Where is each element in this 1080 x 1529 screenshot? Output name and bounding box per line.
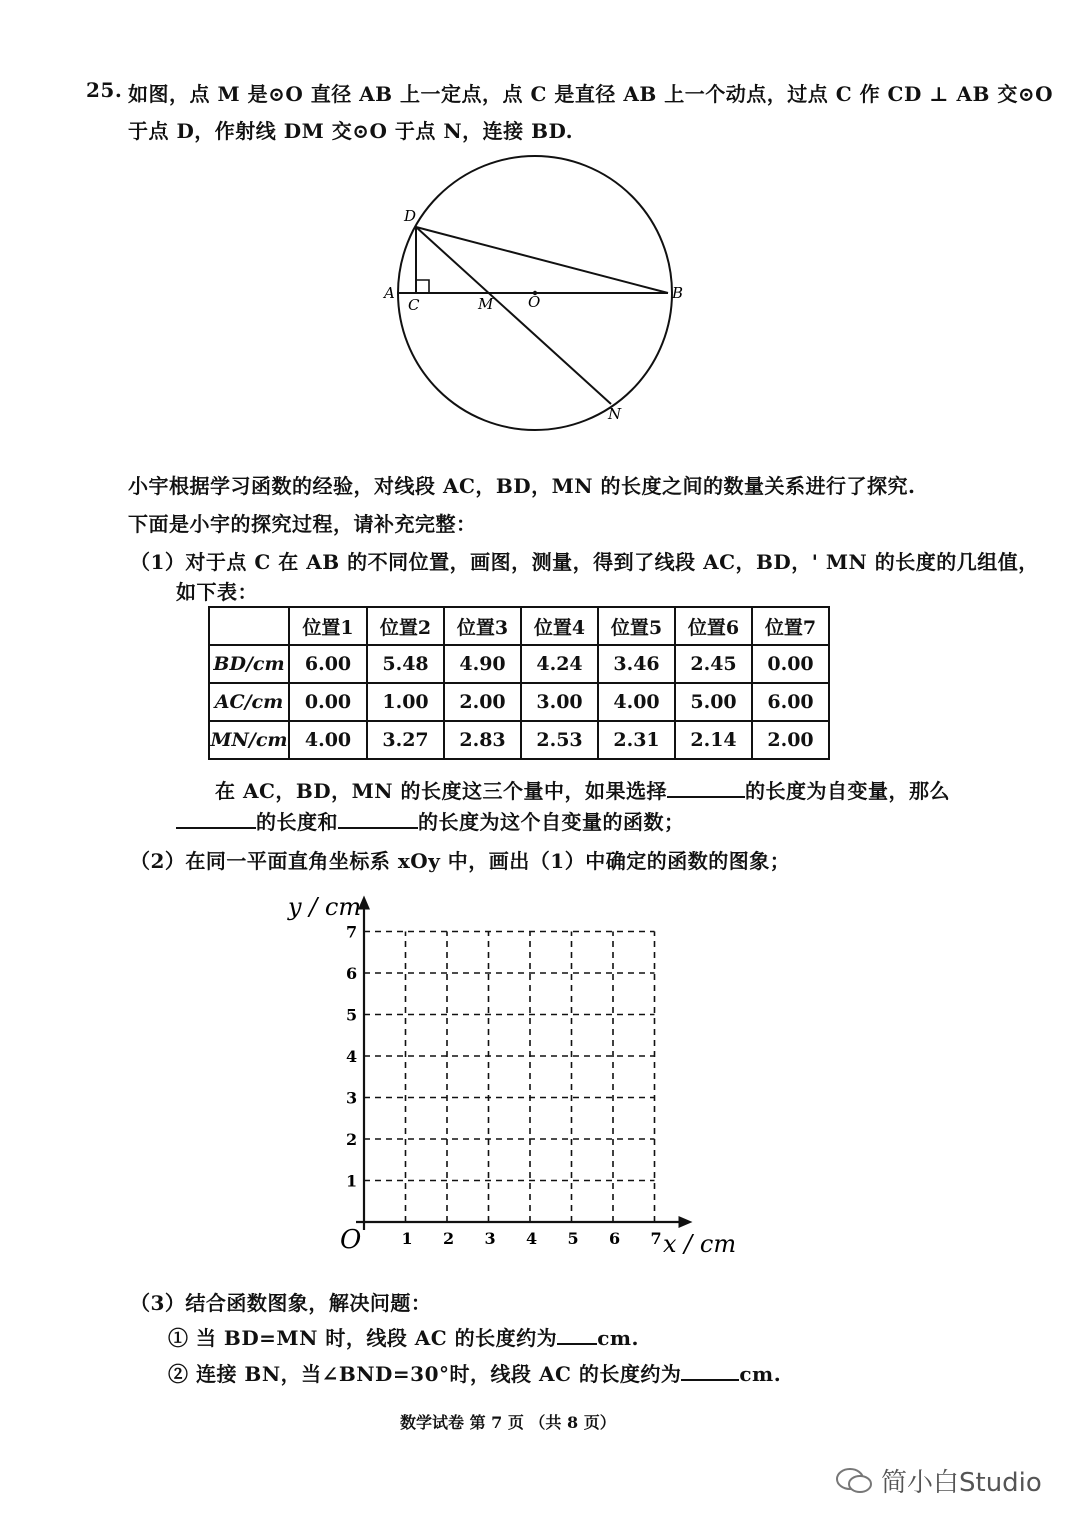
x-tick-label: 4: [526, 1229, 538, 1248]
label-c: C: [408, 296, 420, 314]
table-cell: 4.24: [521, 645, 598, 683]
fill-sentence-line2: [176, 806, 685, 835]
part3-line: （3）结合函数图象，解决问题：: [130, 1291, 432, 1315]
table-row-label: AC/cm: [209, 683, 289, 721]
y-axis-label: y / cm: [288, 893, 362, 921]
fill-text-c: 的长度和: [256, 810, 338, 834]
x-tick-label: 6: [609, 1229, 621, 1248]
table-cell: 6.00: [289, 645, 367, 683]
table-cell: 3.27: [367, 721, 444, 759]
table-cell: 2.83: [444, 721, 521, 759]
part1-line2: 如下表：: [176, 580, 258, 604]
table-cell: 5.00: [675, 683, 752, 721]
fill-text-a: 在 AC，BD，MN 的长度这三个量中，如果选择: [215, 779, 668, 803]
table-cell: 5.48: [367, 645, 444, 683]
y-tick-label: 7: [346, 922, 358, 942]
table-row-label: MN/cm: [209, 721, 289, 759]
intro-line1: 小宇根据学习函数的经验，对线段 AC，BD，MN 的长度之间的数量关系进行了探究.: [128, 474, 916, 498]
label-o: O: [528, 293, 541, 311]
q1-text: ① 当 BD=MN 时，线段 AC 的长度约为: [168, 1326, 558, 1350]
table-cell: 3.46: [598, 645, 675, 683]
x-tick-label: 2: [443, 1229, 455, 1248]
y-tick-label: 1: [346, 1171, 358, 1191]
table-header-cell: 位置6: [675, 607, 752, 645]
label-a: A: [384, 284, 395, 302]
table-header-cell: 位置3: [444, 607, 521, 645]
x-tick-label: 1: [401, 1229, 413, 1248]
table-header-cell: 位置5: [598, 607, 675, 645]
watermark: [835, 1462, 1042, 1499]
table-cell: 3.00: [521, 683, 598, 721]
problem-statement-line1: 如图，点 M 是⊙O 直径 AB 上一定点，点 C 是直径 AB 上一个动点，过点 C 作 CD ⊥ AB 交⊙O: [128, 82, 1054, 106]
answer-blank-independent[interactable]: [667, 778, 745, 798]
label-n: N: [608, 405, 622, 423]
table-cell: 4.90: [444, 645, 521, 683]
answer-blank-dependent-2[interactable]: [338, 809, 418, 829]
label-b: B: [672, 284, 684, 302]
table-cell: 0.00: [752, 645, 829, 683]
part2-line: （2）在同一平面直角坐标系 xOy 中，画出（1）中确定的函数的图象；: [130, 849, 791, 873]
table-cell: 0.00: [289, 683, 367, 721]
x-tick-label: 3: [484, 1229, 496, 1248]
table-cell: 2.45: [675, 645, 752, 683]
geometry-figure: [370, 150, 710, 440]
page-footer: 数学试卷 第 7 页 （共 8 页）: [400, 1413, 616, 1432]
table-row-label: BD/cm: [209, 645, 289, 683]
table-cell: 1.00: [367, 683, 444, 721]
x-axis-arrow: [679, 1216, 693, 1228]
label-d: D: [404, 207, 417, 225]
table-row: [209, 645, 829, 683]
table-header-row: [209, 607, 829, 645]
q1-unit: cm.: [597, 1326, 639, 1350]
part1-line1: （1）对于点 C 在 AB 的不同位置，画图，测量，得到了线段 AC，BD，' MN 的长度的几组值，: [130, 550, 1039, 574]
answer-blank-q1[interactable]: [557, 1325, 597, 1345]
part3-question2: [168, 1358, 781, 1387]
measurement-table: [208, 606, 830, 760]
answer-blank-dependent-1[interactable]: [176, 809, 256, 829]
chat-bubble-icon: [835, 1466, 873, 1496]
y-tick-label: 6: [346, 964, 358, 983]
x-tick-label: 7: [650, 1229, 662, 1248]
answer-blank-q2[interactable]: [681, 1361, 739, 1381]
table-cell: 4.00: [598, 683, 675, 721]
table-header-cell: 位置7: [752, 607, 829, 645]
part3-question1: [168, 1322, 639, 1351]
coordinate-grid: [270, 885, 750, 1265]
table-cell: 2.31: [598, 721, 675, 759]
table-cell: 2.53: [521, 721, 598, 759]
table-row: [209, 721, 829, 759]
fill-sentence-line1: [215, 775, 950, 804]
table-row: [209, 683, 829, 721]
problem-statement-line2: 于点 D，作射线 DM 交⊙O 于点 N，连接 BD.: [128, 119, 574, 143]
fill-text-b: 的长度为自变量，那么: [745, 779, 951, 803]
table-header-cell: 位置2: [367, 607, 444, 645]
y-tick-label: 5: [346, 1005, 358, 1025]
table-cell: 2.00: [444, 683, 521, 721]
label-m: M: [478, 295, 494, 313]
problem-number: 25.: [86, 78, 123, 102]
fill-text-d: 的长度为这个自变量的函数；: [418, 810, 685, 834]
x-tick-label: 5: [567, 1229, 579, 1248]
table-cell: 2.14: [675, 721, 752, 759]
table-header-cell: 位置4: [521, 607, 598, 645]
origin-label: O: [340, 1225, 362, 1255]
y-tick-label: 2: [346, 1130, 358, 1149]
table-header-cell: [209, 607, 289, 645]
y-tick-label: 4: [346, 1047, 358, 1066]
intro-line2: 下面是小宇的探究过程，请补充完整：: [128, 512, 477, 536]
table-cell: 4.00: [289, 721, 367, 759]
table-cell: 6.00: [752, 683, 829, 721]
y-tick-label: 3: [346, 1088, 358, 1108]
table-header-cell: 位置1: [289, 607, 367, 645]
right-angle-mark: [416, 280, 429, 293]
q2-text: ② 连接 BN，当∠BND=30°时，线段 AC 的长度约为: [168, 1362, 682, 1386]
q2-unit: cm.: [739, 1362, 782, 1386]
x-axis-label: x / cm: [663, 1230, 737, 1258]
watermark-text: 简小白Studio: [881, 1468, 1042, 1498]
table-cell: 2.00: [752, 721, 829, 759]
